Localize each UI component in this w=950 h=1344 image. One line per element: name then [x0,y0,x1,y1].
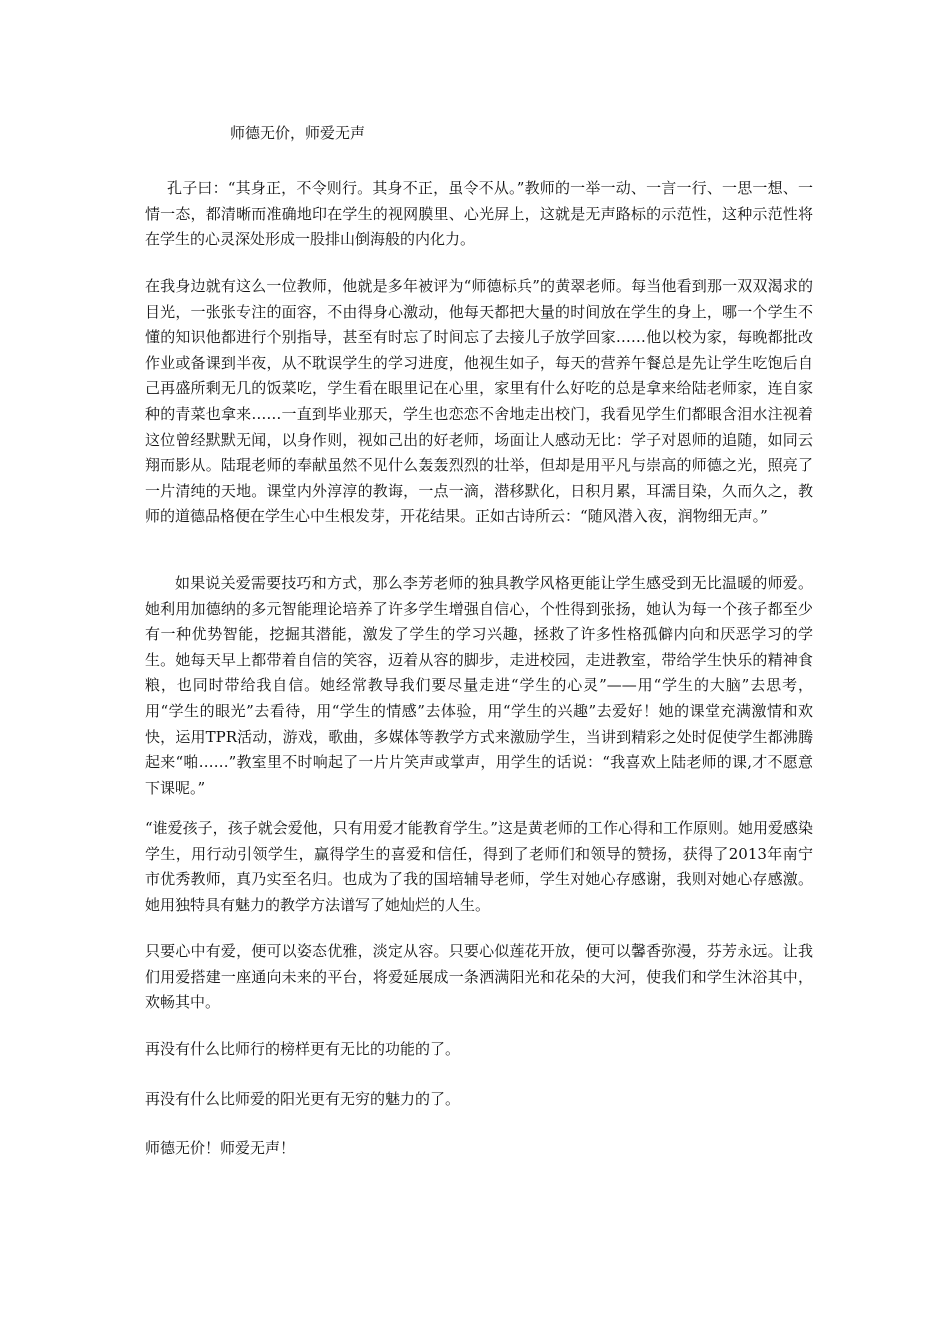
paragraph-teacher-huang-cui: 在我身边就有这么一位教师，他就是多年被评为“师德标兵”的黄翠老师。每当他看到那一双双渴求的目光，一张张专注的面容，不由得身心激动，他每天都把大量的时间放在学生的身上，哪一个学生不懂的知识他都进行个别指导，甚至有时忘了时间忘了去接儿子放学回家……他以校为家，每晚都批改作业或备课到半夜，从不耽误学生的学习进度，他视生如子，每天的营养午餐总是先让学生吃饱后自己再盛所剩无几的饭菜吃，学生看在眼里记在心里，家里有什么好吃的总是拿来给陆老师家，连自家种的青菜也拿来……一直到毕业那天，学生也恋恋不舍地走出校门，我看见学生们都眼含泪水注视着这位曾经默默无闻，以身作则，视如己出的好老师，场面让人感动无比：学子对恩师的追随，如同云翔而影从。陆琨老师的奉献虽然不见什么轰轰烈烈的壮举，但却是用平凡与崇高的师德之光，照亮了一片清纯的天地。课堂内外淳淳的教诲，一点一滴，潜移默化，日积月累，耳濡目染，久而久之，教师的道德品格便在学生心中生根发芽，开花结果。正如古诗所云：“随风潜入夜，润物细无声。” [145,277,813,526]
paragraph-closing: 师德无价！师爱无声！ [145,1139,296,1157]
paragraph-love-students: “谁爱孩子，孩子就会爱他，只有用爱才能教育学生。”这是黄老师的工作心得和工作原则。她用爱感染学生，用行动引领学生，赢得学生的喜爱和信任，得到了老师们和领导的赞扬，获得了2013年南宁市优秀教师，真乃实至名归。也成为了我的国培辅导老师，学生对她心存感谢，我则对她心存感激。她用独特具有魅力的教学方法谱写了她灿烂的人生。 [145,819,813,914]
paragraph-heart-of-love: 只要心中有爱，便可以姿态优雅，淡定从容。只要心似莲花开放，便可以馨香弥漫，芬芳永远。让我们用爱搭建一座通向未来的平台，将爱延展成一条洒满阳光和花朵的大河，使我们和学生沐浴其中，欢畅其中。 [145,942,813,1012]
paragraph-teacher-li-fang: 如果说关爱需要技巧和方式，那么李芳老师的独具教学风格更能让学生感受到无比温暖的师爱。她利用加德纳的多元智能理论培养了许多学生增强自信心，个性得到张扬，她认为每一个孩子都至少有一种优势智能，挖掘其潜能，激发了学生的学习兴趣，拯救了许多性格孤僻内向和厌恶学习的学生。她每天早上都带着自信的笑容，迈着从容的脚步，走进校园，走进教室，带给学生快乐的精神食粮，也同时带给我自信。她经常教导我们要尽量走进“学生的心灵”——用“学生的大脑”去思考，用“学生的眼光”去看待，用“学生的情感”去体验，用“学生的兴趣”去爱好！她的课堂充满激情和欢快，运用TPR活动，游戏，歌曲，多媒体等教学方式来激励学生，当讲到精彩之处时促使学生都沸腾起来“啪……”教室里不时响起了一片片笑声或掌声，用学生的话说：“我喜欢上陆老师的课,才不愿意下课呢。” [145,574,813,797]
document-title: 师德无价，师爱无声 [230,124,366,142]
paragraph-role-model: 再没有什么比师行的榜样更有无比的功能的了。 [145,1040,461,1058]
paragraph-confucius-quote: 孔子曰：“其身正，不令则行。其身不正，虽令不从。”教师的一举一动、一言一行、一思一想、一情一态，都清晰而准确地印在学生的视网膜里、心光屏上，这就是无声路标的示范性，这种示范性将在学生的心灵深处形成一股排山倒海般的内化力。 [145,179,813,249]
paragraph-sunshine-of-love: 再没有什么比师爱的阳光更有无穷的魅力的了。 [145,1090,461,1108]
